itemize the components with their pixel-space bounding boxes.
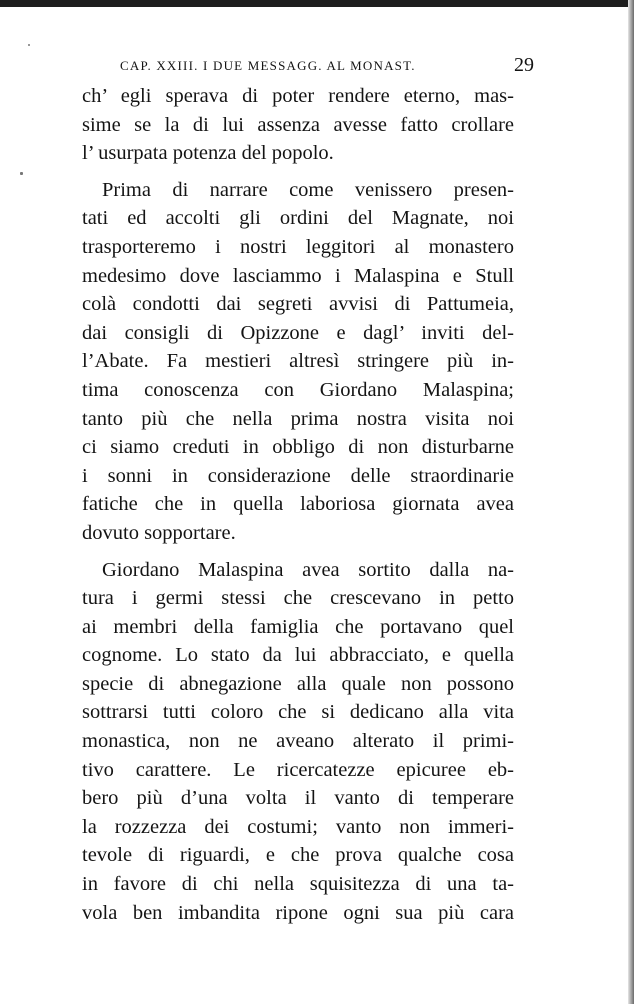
text-line: monastica, non ne aveano alterato il primi- (82, 730, 514, 753)
text-line: Giordano Malaspina avea sortito dalla na- (102, 558, 514, 581)
text-line: bero più d’una volta il vanto di temperare (82, 787, 514, 810)
page-right-edge (628, 0, 634, 1004)
text-line: sime se la di lui assenza avesse fatto crollare (82, 113, 514, 136)
text-line: ai membri della famiglia che portavano quel (82, 615, 514, 638)
text-line: medesimo dove lasciammo i Malaspina e Stull (82, 264, 514, 287)
text-line: i sonni in considerazione delle straordinarie (82, 464, 514, 487)
text-line: ci siamo creduti in obbligo di non disturbarne (82, 436, 514, 459)
text-line: vola ben imbandita ripone ogni sua più cara (82, 901, 514, 924)
text-line: la rozzezza dei costumi; vanto non immeri- (82, 815, 514, 838)
text-line: in favore di chi nella squisitezza di una ta- (82, 873, 514, 896)
text-line: tura i germi stessi che crescevano in petto (82, 587, 514, 610)
page-top-edge (0, 0, 634, 7)
text-line: specie di abnegazione alla quale non possono (82, 672, 514, 695)
text-line: dovuto sopportare. (82, 521, 236, 544)
text-line: colà condotti dai segreti avvisi di Pattumeia, (82, 293, 514, 316)
text-line: tati ed accolti gli ordini del Magnate, noi (82, 207, 514, 230)
text-line: tivo carattere. Le ricercatezze epicuree eb- (82, 758, 514, 781)
paragraph-2 (82, 176, 514, 548)
text-line: fatiche che in quella laboriosa giornata avea (82, 493, 514, 516)
text-line: tevole di riguardi, e che prova qualche cosa (82, 844, 514, 867)
text-line: trasporteremo i nostri leggitori al monastero (82, 235, 514, 258)
text-line: Prima di narrare come venissero presen- (102, 178, 514, 201)
text-line: tima conoscenza con Giordano Malaspina; (82, 378, 514, 401)
text-line: ch’ egli sperava di poter rendere eterno, mas- (82, 85, 514, 107)
running-title: CAP. XXIII. I DUE MESSAGG. AL MONAST. (120, 58, 416, 73)
paragraph-3 (82, 556, 514, 928)
text-line: cognome. Lo stato da lui abbracciato, e quella (82, 644, 514, 667)
margin-speck (28, 44, 30, 46)
running-head (120, 56, 540, 80)
text-line: l’ usurpata potenza del popolo. (82, 142, 334, 165)
text-line: tanto più che nella prima nostra visita noi (82, 407, 514, 430)
text-line: dai consigli di Opizzone e dagl’ inviti del- (82, 321, 514, 344)
page-number: 29 (514, 54, 534, 76)
text-line: sottrarsi tutti coloro che si dedicano alla vita (82, 701, 514, 724)
paragraph-1 (82, 82, 514, 168)
text-line: l’Abate. Fa mestieri altresì stringere più in- (82, 350, 514, 373)
body-text (82, 82, 514, 927)
margin-speck (20, 172, 23, 175)
